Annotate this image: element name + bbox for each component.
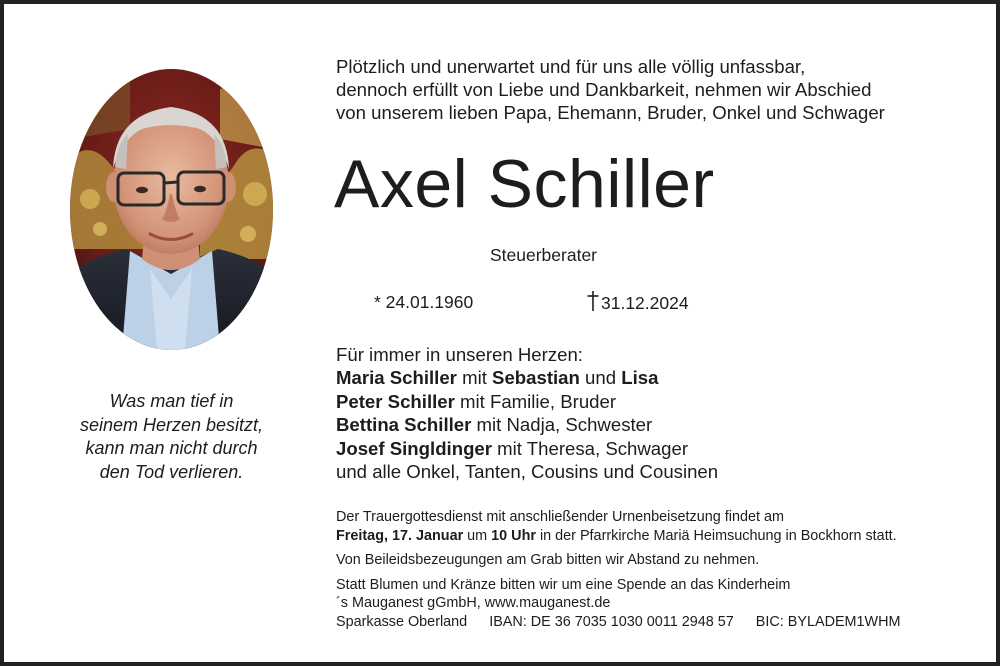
quote-line: seinem Herzen besitzt, <box>79 414 264 435</box>
bank-bic: BIC: BYLADEM1WHM <box>755 613 901 630</box>
mourner-row <box>336 390 986 413</box>
service-text: um <box>463 527 492 544</box>
quote-line: den Tod verlieren. <box>99 461 244 482</box>
intro-line: von unserem lieben Papa, Ehemann, Bruder, Onkel und Schwager <box>336 102 885 123</box>
intro-text <box>336 55 976 124</box>
mourner-text: mit Theresa, Schwager <box>492 437 689 459</box>
death-date-group <box>586 290 689 315</box>
mourners-heading: Für immer in unseren Herzen: <box>336 344 583 365</box>
deceased-profession: Steuerberater <box>490 245 598 265</box>
birth-date: * 24.01.1960 <box>374 292 474 312</box>
death-date: 31.12.2024 <box>601 293 689 313</box>
mourner-name: Josef Singldinger <box>336 437 493 459</box>
mourner-text: mit <box>456 367 493 389</box>
service-date: Freitag, 17. Januar <box>336 527 464 544</box>
service-line: Der Trauergottesdienst mit anschließender Urnenbeisetzung findet am <box>336 509 784 525</box>
mourner-text: mit Nadja, Schwester <box>471 414 653 436</box>
mourner-name: Bettina Schiller <box>336 414 472 436</box>
service-time: 10 Uhr <box>491 527 536 544</box>
quote-line: kann man nicht durch <box>85 438 258 458</box>
condolence-note: Von Beileidsbezeugungen am Grab bitten wir Abstand zu nehmen. <box>336 552 760 568</box>
service-notice <box>336 508 986 631</box>
latin-cross-icon <box>586 290 600 312</box>
mourner-row <box>336 366 986 389</box>
mourner-name: Maria Schiller <box>336 367 457 389</box>
service-location: in der Pfarrkirche Mariä Heimsuchung in Bockhorn statt. <box>535 527 897 544</box>
service-details <box>336 527 986 546</box>
mourner-row: und alle Onkel, Tanten, Cousins und Cousinen <box>336 461 719 483</box>
donation-recipient: ´s Mauganest gGmbH, www.mauganest.de <box>336 595 611 611</box>
bank-name: Sparkasse Oberland <box>336 613 468 630</box>
memorial-quote <box>44 390 299 484</box>
mourner-row <box>336 413 986 436</box>
life-dates <box>4 290 1000 316</box>
mourners-list <box>336 343 986 483</box>
deceased-name: Axel Schiller <box>334 146 715 222</box>
bank-iban: IBAN: DE 36 7035 1030 0011 2948 57 <box>489 613 734 630</box>
mourner-text: mit Familie, Bruder <box>454 390 617 412</box>
quote-line: Was man tief in <box>109 391 234 411</box>
mourner-name: Peter Schiller <box>336 390 455 412</box>
mourner-row <box>336 437 986 460</box>
donation-line: Statt Blumen und Kränze bitten wir um eine Spende an das Kinderheim <box>336 576 791 593</box>
intro-line: Plötzlich und unerwartet und für uns alle völlig unfassbar, <box>336 56 806 77</box>
bank-details <box>336 613 986 632</box>
mourner-text: und <box>579 367 622 389</box>
intro-line: dennoch erfüllt von Liebe und Dankbarkeit, nehmen wir Abschied <box>336 79 872 100</box>
mourner-name: Sebastian <box>492 367 580 389</box>
mourner-name: Lisa <box>621 367 659 389</box>
